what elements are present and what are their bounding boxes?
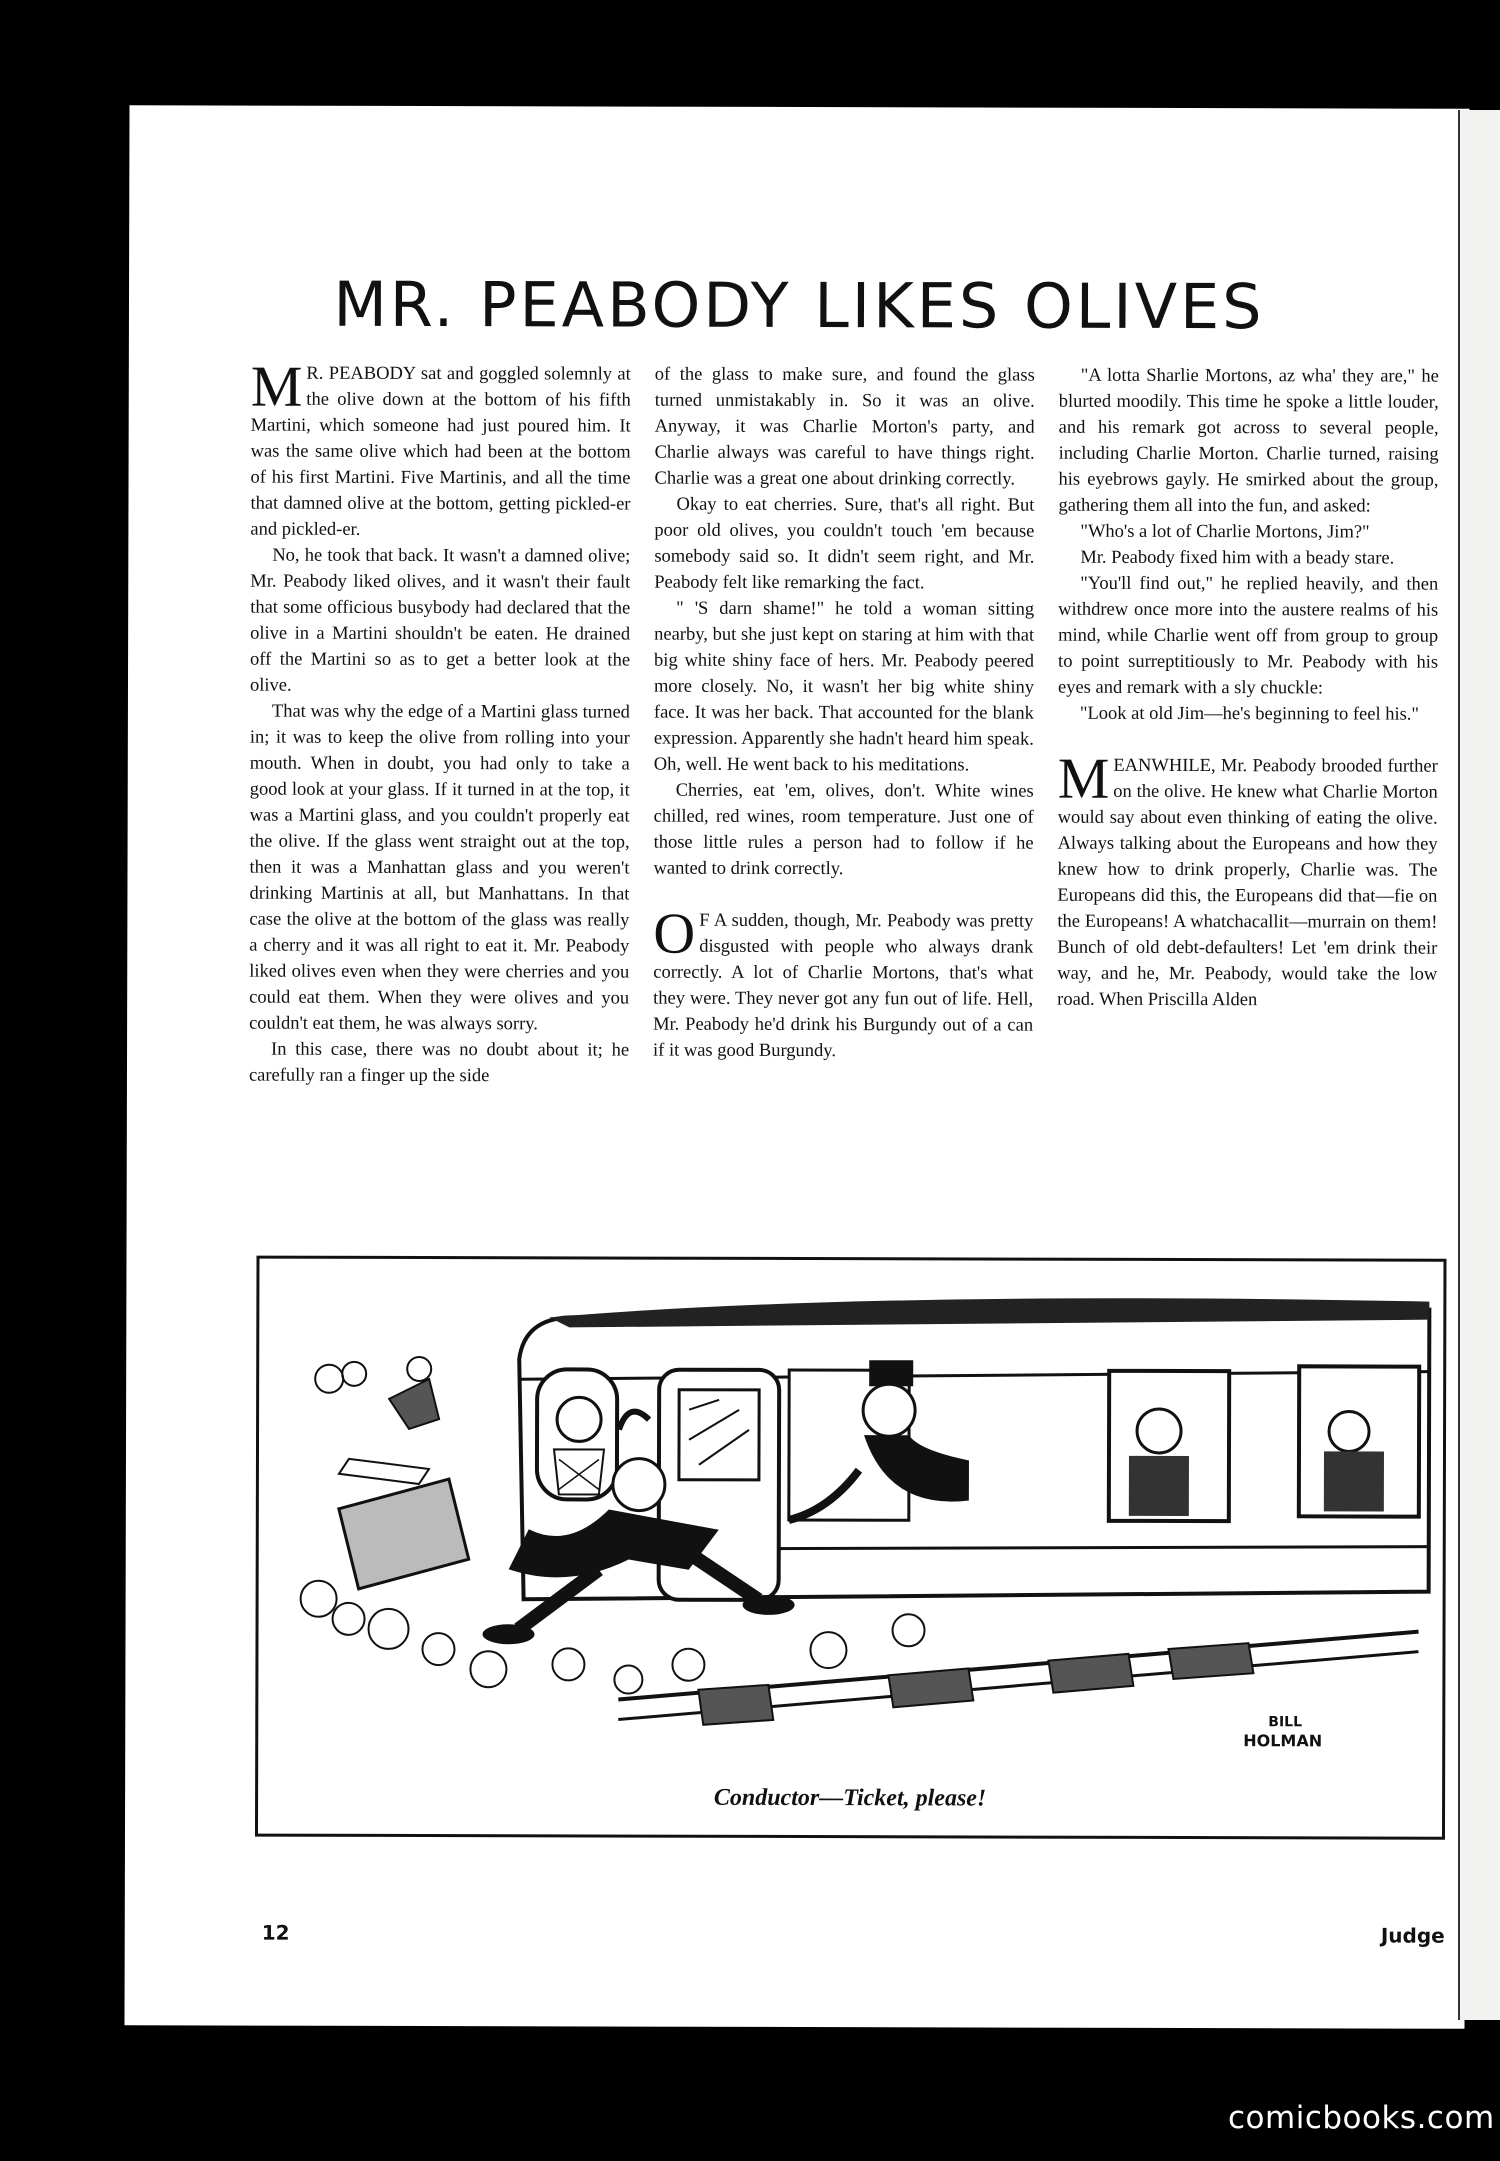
- page-number: 12: [261, 1920, 290, 1945]
- drop-cap: M: [1057, 745, 1110, 811]
- train-cartoon-illustration: [268, 1269, 1433, 1772]
- paragraph: Cherries, eat 'em, olives, don't. White wines chilled, red wines, room temperature. Just one of those little rules a person had to follow if he wanted to drink correctly.: [653, 780, 1034, 880]
- magazine-name: Judge: [1380, 1923, 1445, 1948]
- paragraph: "A lotta Sharlie Mortons, az wha' they are," he blurted moodily. This time he spoke a little louder, and his remark got across to several people, including Charlie Morton. Charlie turned, raising his eyebrows gayly. He smirked about the group, gathering them all into the fun, and asked:: [1058, 365, 1439, 517]
- artist-signature: HOLMAN: [1243, 1731, 1323, 1751]
- paragraph: "You'll find out," he replied heavily, and then withdrew once more into the austere realms of his mind, while Charlie went off from group to group to point surreptitiously to Mr. Peabody with his eyes and remark with a sly chuckle:: [1057, 573, 1439, 699]
- artist-signature: BILL: [1268, 1714, 1303, 1731]
- watermark: comicbooks.com: [1228, 2100, 1495, 2136]
- paragraph-text: F A sudden, though, Mr. Peabody was pretty disgusted with people who always drank correctly. A lot of Charlie Mortons, that's what they were. They never got any fun out of life. Hell, Mr. Peabody he'd drink his Burgundy out of a can if it was good Burgundy.: [653, 910, 1034, 1062]
- paragraph: "Look at old Jim—he's beginning to feel his.": [1079, 703, 1420, 725]
- paragraph: [250, 353, 631, 544]
- paragraph: No, he took that back. It wasn't a damned olive; Mr. Peabody liked olives, and it wasn't their fault that some officious busybody had declared that the olive in a Martini shouldn't be eaten. He drained off the Martini so as to get a better look at the olive.: [249, 545, 631, 696]
- paragraph: Mr. Peabody fixed him with a beady stare.: [1080, 547, 1395, 569]
- column-2: [653, 362, 1035, 1065]
- paragraph: In this case, there was no doubt about it; he carefully ran a finger up the side: [248, 1039, 630, 1087]
- article-body: [126, 353, 1469, 1329]
- paragraph-text: EANWHILE, Mr. Peabody brooded further on the olive. He knew what Charlie Morton would say about even thinking of eating the olive. Always talking about the Europeans and how they knew how to drink properly, Charlie was. The Europeans did this, the Europeans did that—fie on the Europeans! A whatchacallit—murrain on them! Bunch of old debt-defaulters! Let 'em drink their way, and he, Mr. Peabody, would take the low road. When Priscilla Alden: [1057, 755, 1438, 1011]
- cartoon-caption: Conductor—Ticket, please!: [713, 1784, 987, 1812]
- paragraph: [1057, 745, 1438, 1014]
- article-title: MR. PEABODY LIKES OLIVES: [333, 267, 1265, 344]
- paragraph: of the glass to make sure, and found the glass turned unmistakably in. So it was an olive. Anyway, it was Charlie Morton's party, and Charlie always was careful to have things right. Charlie was a great one about drinking correctly.: [654, 364, 1035, 490]
- drop-cap: O: [653, 900, 696, 966]
- column-3: [1057, 363, 1439, 1014]
- column-1: [248, 353, 631, 1090]
- paragraph: Okay to eat cherries. Sure, that's all right. But poor old olives, you couldn't touch 'em because somebody said so. It didn't seem right, and Mr. Peabody felt like remarking the fact.: [654, 494, 1035, 594]
- cartoon-panel: [255, 1256, 1447, 1840]
- paragraph: " 'S darn shame!" he told a woman sitting nearby, but she just kept on staring at him with that big white shiny face of hers. Mr. Peabody peered more closely. No, it wasn't her big white shiny face. It was her back. That accounted for the blank expression. Apparently she hadn't heard him speak. Oh, well. He went back to his meditations.: [653, 598, 1035, 776]
- paragraph: "Who's a lot of Charlie Mortons, Jim?": [1080, 521, 1370, 543]
- next-page-edge: [1458, 110, 1500, 2020]
- paragraph: That was why the edge of a Martini glass turned in; it was to keep the olive from rolling into your mouth. When in doubt, you had only to take a good look at your glass. If it turned in at the top, it was a Martini glass, and you couldn't properly eat the olive. If the glass went straight out at the top, then it was a Manhattan glass and you weren't drinking Martinis at all, but Manhattans. In that case the olive at the bottom of the glass was really a cherry and it was all right to eat it. Mr. Peabody liked olives even when they were cherries and you could eat them. When they were olives and you couldn't eat them, he was always sorry.: [249, 701, 630, 1035]
- paragraph: [653, 900, 1034, 1065]
- drop-cap: M: [250, 353, 303, 419]
- magazine-page: [124, 105, 1469, 2029]
- paragraph-text: R. PEABODY sat and goggled solemnly at the olive down at the bottom of his fifth Martini, which someone had just poured him. It was the same olive which had been at the bottom of his first Martini. Five Martinis, and all the time that damned olive at the bottom, getting pickled-er and pickled-er.: [250, 363, 631, 540]
